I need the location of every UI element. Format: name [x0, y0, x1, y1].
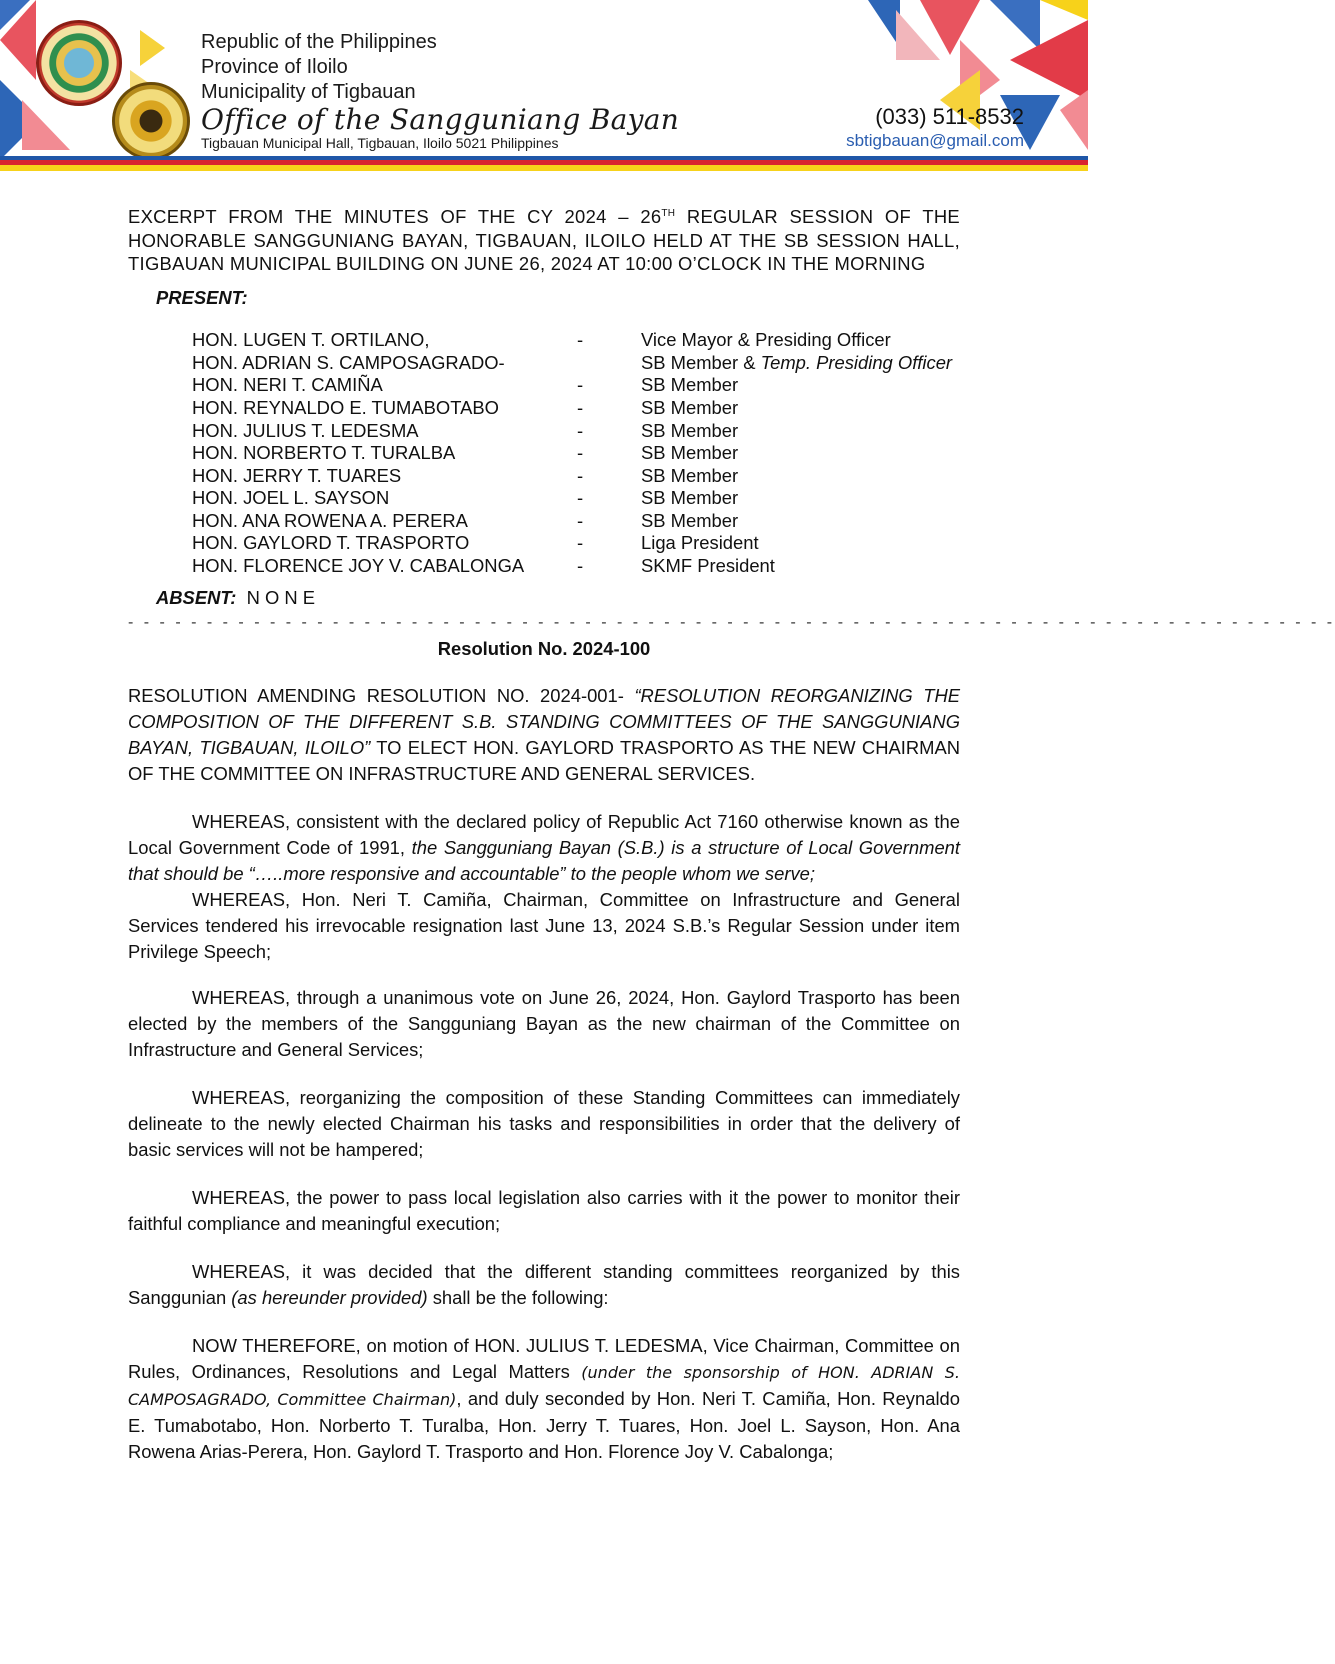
whereas-clause-2: WHEREAS, Hon. Neri T. Camiña, Chairman, Committee on Infrastructure and General Services tendered his irrevocable resignation last June 13, 2024 S.B.’s Regular Session under item Privilege Speech;: [128, 888, 960, 962]
sangguniang-bayan-seal: [112, 82, 190, 160]
now-therefore-clause: NOW THEREFORE, on motion of HON. JULIUS T. LEDESMA, Vice Chairman, Committee on Rules, Ordinances, Resolutions and Legal Matters (under the sponsorship of HON. ADRIAN S. CAMPOSAGRADO, Committee Chairman), and duly seconded by Hon. Neri T. Camiña, Hon. Reynaldo E. Tumabotabo, Hon. Norberto T. Turalba, Hon. Jerry T. Tuares, Hon. Joel L. Sayson, Hon. Ana Rowena Arias-Perera, Hon. Gaylord T. Trasporto and Hon. Florence Joy V. Cabalonga;: [128, 1334, 961, 1462]
yellow-stripe: [0, 165, 1088, 171]
attendance-roster: [192, 329, 960, 578]
resolution-number: Resolution No. 2024-100: [437, 638, 651, 660]
republic-line: Republic of the Philippines: [201, 31, 437, 53]
member-row: HON. REYNALDO E. TUMABOTABO - SB Member: [192, 396, 739, 418]
province-line: Province of Iloilo: [201, 56, 348, 78]
whereas-clause-1: WHEREAS, consistent with the declared policy of Republic Act 7160 otherwise known as the Local Government Code of 1991, the Sangguniang Bayan (S.B.) is a structure of Local Government that should be “…..more responsive and accountable” to the people whom we serve;: [128, 810, 961, 884]
letterhead: [0, 0, 1088, 178]
member-row: HON. NORBERTO T. TURALBA - SB Member: [192, 442, 739, 464]
document-body: [128, 202, 1335, 1465]
member-row: HON. NERI T. CAMIÑA - SB Member: [192, 374, 739, 396]
resolution-title: RESOLUTION AMENDING RESOLUTION NO. 2024-001- “RESOLUTION REORGANIZING THE COMPOSITION OF THE DIFFERENT S.B. STANDING COMMITTEES OF THE SANGGUNIANG BAYAN, TIGBAUAN, ILOILO” TO ELECT HON. GAYLORD TRASPORTO AS THE NEW CHAIRMAN OF THE COMMITTEE ON INFRASTRUCTURE AND GENERAL SERVICES.: [128, 684, 960, 784]
whereas-clause-6: WHEREAS, it was decided that the different standing committees reorganized by this Sanggunian (as hereunder provided) shall be the following:: [128, 1260, 960, 1308]
absent-line: [156, 586, 960, 610]
office-address: Tigbauan Municipal Hall, Tigbauan, Iloilo 5021 Philippines: [201, 135, 559, 151]
member-row: HON. JOEL L. SAYSON - SB Member: [192, 487, 739, 509]
member-row: HON. FLORENCE JOY V. CABALONGA - SKMF President: [192, 555, 775, 577]
member-row: HON. JULIUS T. LEDESMA - SB Member: [192, 419, 739, 441]
member-row: HON. LUGEN T. ORTILANO, - Vice Mayor & Presiding Officer: [192, 329, 891, 351]
office-title: Office of the Sangguniang Bayan: [201, 103, 680, 136]
office-email[interactable]: sbtigbauan@gmail.com: [846, 131, 1024, 150]
excerpt-heading: EXCERPT FROM THE MINUTES OF THE CY 2024 – 26TH REGULAR SESSION OF THE HONORABLE SANGGUNIANG BAYAN, TIGBAUAN, ILOILO HELD AT THE SB SESSION HALL, TIGBAUAN MUNICIPAL BUILDING ON JUNE 26, 2024 AT 10:00 O’CLOCK IN THE MORNING: [128, 206, 961, 275]
whereas-clause-5: WHEREAS, the power to pass local legislation also carries with it the power to monitor their faithful compliance and meaningful execution;: [128, 1186, 960, 1234]
municipality-seal: [36, 20, 122, 106]
member-row: HON. JERRY T. TUARES - SB Member: [192, 464, 739, 486]
whereas-clause-4: WHEREAS, reorganizing the composition of these Standing Committees can immediately delineate to the newly elected Chairman his tasks and responsibilities in order that the delivery of basic services will not be hampered;: [128, 1086, 960, 1160]
whereas-clause-3: WHEREAS, through a unanimous vote on June 26, 2024, Hon. Gaylord Trasporto has been elected by the members of the Sangguniang Bayan as the new chairman of the Committee on Infrastructure and General Services;: [128, 986, 960, 1060]
absent-label: ABSENT:: [156, 586, 237, 608]
letterhead-text: [201, 30, 679, 151]
member-row: HON. ADRIAN S. CAMPOSAGRADO- SB Member & Temp. Presiding Officer: [192, 351, 953, 373]
absent-value: N O N E: [246, 586, 316, 608]
municipality-line: Municipality of Tigbauan: [201, 81, 416, 103]
office-phone: (033) 511-8532: [875, 104, 1024, 129]
member-row: HON. ANA ROWENA A. PERERA - SB Member: [192, 509, 739, 531]
separator-line: - - - - - - - - - - - - - - - - - - - - - - - - - - - - - - - - - - - - - - - - - - - - - - - - - - - - - - - - - - - - - - - - - - - - - - - - - - - - -: [128, 614, 1335, 632]
member-row: HON. GAYLORD T. TRASPORTO - Liga President: [192, 532, 759, 554]
present-label: PRESENT:: [156, 286, 248, 308]
